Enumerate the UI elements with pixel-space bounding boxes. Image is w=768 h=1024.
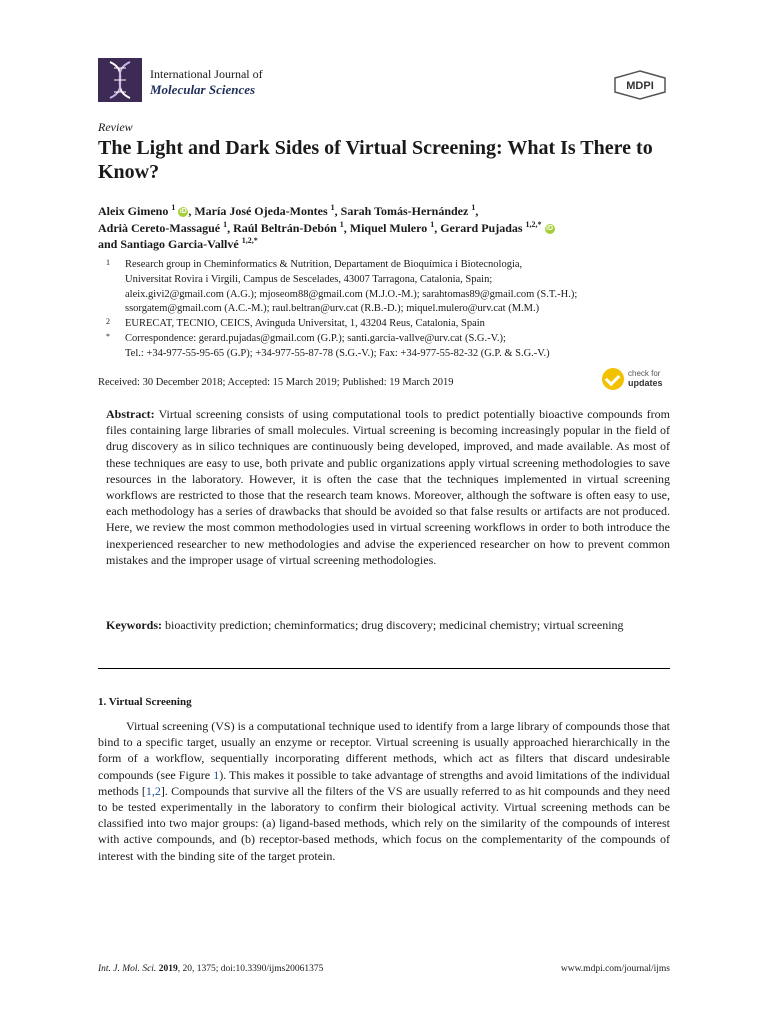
- affiliation-line: Research group in Cheminformatics & Nutrition, Departament de Bioquímica i Biotecnologia,: [125, 259, 523, 270]
- author-separator: ,: [475, 204, 479, 218]
- affiliation-number: 2: [106, 317, 110, 327]
- affiliations: [98, 258, 678, 362]
- footer-year: 2019: [158, 964, 178, 974]
- affiliation-line: Universitat Rovira i Virgili, Campus de Sescelades, 43007 Tarragona, Catalonia, Spain;: [125, 273, 493, 285]
- section-paragraph: [98, 718, 670, 864]
- correspondence: [98, 332, 678, 362]
- affiliation-number: *: [106, 331, 110, 341]
- publisher-label: MDPI: [626, 80, 654, 92]
- orcid-icon[interactable]: iD: [179, 208, 187, 215]
- article-type: Review: [98, 120, 133, 134]
- author-name: , Raúl Beltrán-Debón: [227, 220, 337, 235]
- paragraph-text: Virtual screening (VS) is a computational technique used to identify from a large library of compounds those that bind to a specific target, usually an enzyme or receptor. Virtual screening is usually approached hierarchically in the form of a workflow, sequentially incorporating different methods, which act as filters that discard undesirable compounds (see Figure: [98, 719, 670, 782]
- affiliation-line: ssorgatem@gmail.com (A.C.-M.); raul.beltran@urv.cat (R.B.-D.); miquel.mulero@urv.cat (M.M.): [125, 303, 540, 315]
- footer-url-link[interactable]: www.mdpi.com/journal/ijms: [560, 964, 670, 974]
- keywords-label: Keywords:: [106, 618, 162, 632]
- check-updates-icon: [602, 368, 624, 390]
- affiliation-line: aleix.givi2@gmail.com (A.G.); mjoseom88@gmail.com (M.J.O.-M.); sarahtomas89@gmail.com (S.T.-H.);: [125, 288, 578, 300]
- keywords: [106, 617, 670, 633]
- author-affiliation-mark: 1,2,*: [241, 236, 258, 245]
- check-updates-line2: updates: [628, 378, 663, 388]
- citation-link[interactable]: 1,2: [145, 783, 161, 798]
- author-affiliation-mark: 1: [471, 203, 476, 212]
- author-name: , Gerard Pujadas: [434, 220, 523, 235]
- affiliation-line: Correspondence: gerard.pujadas@gmail.com (G.P.); santi.garcia-vallve@urv.cat (S.G.-V.);: [125, 332, 506, 344]
- abstract-label: Abstract:: [106, 407, 155, 421]
- affiliation-line: Tel.: +34-977-55-95-65 (G.P); +34-977-55-87-78 (S.G.-V.); Fax: +34-977-55-82-32 (G.P. & S.G.-V.): [125, 347, 550, 359]
- author-name: and Santiago Garcia-Vallvé: [98, 237, 239, 251]
- author-name: Adrià Cereto-Massagué: [98, 220, 221, 235]
- author-list: [98, 203, 678, 253]
- author-name: Aleix Gimeno: [98, 204, 169, 218]
- article-title: The Light and Dark Sides of Virtual Screening: What Is There to Know?: [98, 137, 653, 183]
- abstract-text: Virtual screening consists of using computational tools to predict potentially bioactive compounds from files containing large libraries of small molecules. Virtual screening is becoming increasingly popular in the field of drug discovery as in silico techniques are continuously being developed, improved, and made available. As most of these techniques are easy to use, both private and public organizations apply virtual screening methodologies to save resources in the laboratory. However, it is often the case that the techniques implemented in virtual screening workflows are restricted to those that the research team knows. Moreover, although the software is often easy to use, each methodology has a series of drawbacks that should be avoided so that false results or artifacts are not produced. Here, we review the most common methodologies used in virtual screening workflows in order to both introduce the inexperienced researcher to new methodologies and advise the experienced researcher on how to prevent common mistakes and the improper usage of virtual screening methodologies.: [106, 407, 670, 567]
- keywords-text: bioactivity prediction; cheminformatics; drug discovery; medicinal chemistry; virtual screening: [165, 618, 624, 632]
- author-affiliation-mark: 1: [339, 219, 344, 229]
- author-name: , Miquel Mulero: [343, 220, 428, 235]
- affiliation-line: EURECAT, TECNIO, CEICS, Avinguda Universitat, 1, 43204 Reus, Catalonia, Spain: [125, 318, 485, 330]
- mdpi-logo-icon: [612, 70, 668, 100]
- footer-citation: [98, 964, 323, 974]
- affiliation-1: [98, 258, 678, 317]
- author-name: , Sarah Tomás-Hernández: [334, 204, 469, 218]
- journal-name-line2: Molecular Sciences: [150, 82, 256, 97]
- author-affiliation-mark: 1: [330, 203, 335, 212]
- author-affiliation-mark: 1,2,*: [525, 219, 542, 229]
- author-affiliation-mark: 1: [223, 219, 228, 229]
- figure-reference-link[interactable]: 1: [213, 767, 220, 782]
- affiliation-2: [98, 317, 678, 332]
- abstract: [106, 406, 670, 568]
- footer-doi: , 20, 1375; doi:10.3390/ijms20061375: [177, 964, 324, 974]
- section-heading: 1. Virtual Screening: [98, 696, 192, 708]
- author-affiliation-mark: 1: [430, 219, 435, 229]
- journal-logo-icon: [98, 58, 142, 102]
- author-affiliation-mark: 1: [171, 203, 176, 212]
- affiliation-number: 1: [106, 258, 110, 267]
- journal-name: [150, 66, 263, 98]
- author-name: , María José Ojeda-Montes: [188, 204, 328, 218]
- check-updates-line1: check for: [628, 369, 661, 378]
- publication-dates: Received: 30 December 2018; Accepted: 15 March 2019; Published: 19 March 2019: [98, 377, 454, 388]
- orcid-icon[interactable]: iD: [546, 224, 554, 232]
- divider: [98, 668, 670, 669]
- check-updates-button[interactable]: [602, 368, 674, 392]
- journal-name-line1: International Journal of: [150, 67, 263, 81]
- paragraph-text: ]. Compounds that survive all the filters of the VS are usually referred to as hit compounds and they need to be tested experimentally in the laboratory to confirm their biological activity. Virtual screening methods can be classified into two major groups: (a) ligand-based methods, which rely on the similarity of the compounds of interest with active compounds, and (b) receptor-based methods, which focus on the complementarity of the compounds of interest with the binding site of the target protein.: [98, 783, 670, 863]
- paragraph-text: ). This makes it possible to take advantage of strengths and avoid limitations of the individual methods [: [98, 767, 670, 798]
- footer-journal-abbrev: Int. J. Mol. Sci.: [98, 964, 157, 974]
